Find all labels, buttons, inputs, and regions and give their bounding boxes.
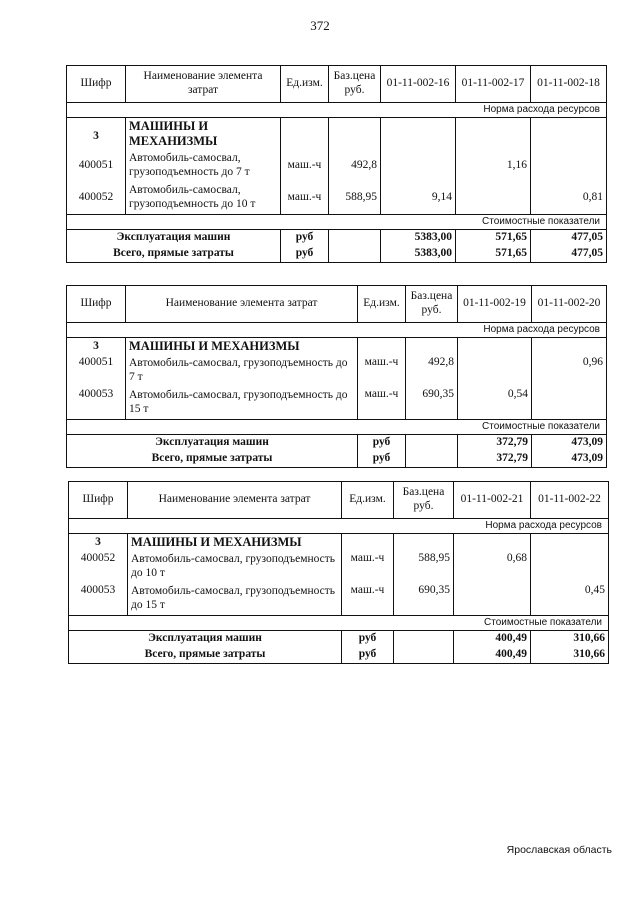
group-name: МАШИНЫ И МЕХАНИЗМЫ [126, 338, 358, 356]
row-code: 400051 [67, 150, 126, 182]
header-row [69, 482, 609, 519]
total-value: 400,49 [454, 647, 531, 663]
norm-section-row [67, 323, 607, 338]
row-price: 588,95 [329, 182, 381, 215]
row-name: Автомобиль-самосвал, грузоподъемность до 7 т [126, 150, 281, 182]
group-row [69, 534, 609, 552]
total-name: Всего, прямые затраты [69, 647, 342, 663]
row-price: 588,95 [394, 551, 454, 583]
header-column: 01-11-002-18 [531, 66, 607, 103]
header-name: Наименование элемента затрат [126, 66, 281, 103]
total-value: 310,66 [531, 647, 609, 663]
page-number: 372 [310, 18, 330, 33]
row-value [531, 150, 607, 182]
row-value: 1,16 [456, 150, 531, 182]
total-value: 571,65 [456, 230, 531, 246]
row-value: 0,96 [532, 355, 607, 387]
row-value [456, 182, 531, 215]
table-row [67, 182, 607, 215]
header-column: 01-11-002-19 [458, 286, 532, 323]
row-price: 690,35 [406, 387, 458, 420]
row-name: Автомобиль-самосвал, грузоподъемность до 15 т [126, 387, 358, 420]
total-value: 477,05 [531, 230, 607, 246]
row-value: 0,68 [454, 551, 531, 583]
header-name: Наименование элемента затрат [126, 286, 358, 323]
resource-table-1 [66, 65, 607, 263]
row-value [454, 583, 531, 616]
total-unit: руб [342, 631, 394, 647]
total-row [69, 631, 609, 647]
row-code: 400051 [67, 355, 126, 387]
row-code: 400053 [69, 583, 128, 616]
resource-table-2 [66, 285, 607, 468]
row-unit: маш.-ч [358, 355, 406, 387]
norm-label: Норма расхода ресурсов [69, 519, 609, 534]
row-value: 0,54 [458, 387, 532, 420]
header-column: 01-11-002-16 [381, 66, 456, 103]
row-value: 0,81 [531, 182, 607, 215]
total-unit: руб [358, 435, 406, 451]
header-row [67, 66, 607, 103]
group-name: МАШИНЫ И МЕХАНИЗМЫ [128, 534, 342, 552]
table-row [69, 583, 609, 616]
row-value [458, 355, 532, 387]
cost-label: Стоимостные показатели [67, 420, 607, 435]
header-code: Шифр [69, 482, 128, 519]
cost-section-row [67, 215, 607, 230]
row-code: 400053 [67, 387, 126, 420]
total-unit: руб [281, 246, 329, 262]
row-code: 400052 [69, 551, 128, 583]
header-row [67, 286, 607, 323]
total-row [69, 647, 609, 663]
total-row [67, 435, 607, 451]
group-row [67, 118, 607, 151]
region-footer: Ярославская область [506, 844, 612, 856]
total-row [67, 246, 607, 262]
total-row [67, 451, 607, 467]
header-code: Шифр [67, 286, 126, 323]
row-value: 9,14 [381, 182, 456, 215]
row-value [531, 551, 609, 583]
total-value: 310,66 [531, 631, 609, 647]
header-price: Баз.цена руб. [394, 482, 454, 519]
row-unit: маш.-ч [342, 583, 394, 616]
group-code: 3 [67, 338, 126, 356]
norm-section-row [67, 103, 607, 118]
resource-table-3 [68, 481, 609, 664]
total-value: 5383,00 [381, 246, 456, 262]
cost-label: Стоимостные показатели [69, 616, 609, 631]
table-row [67, 387, 607, 420]
group-code: 3 [69, 534, 128, 552]
total-name: Эксплуатация машин [69, 631, 342, 647]
norm-section-row [69, 519, 609, 534]
row-value [532, 387, 607, 420]
table-row [67, 355, 607, 387]
row-unit: маш.-ч [342, 551, 394, 583]
header-price: Баз.цена руб. [329, 66, 381, 103]
total-name: Всего, прямые затраты [67, 246, 281, 262]
total-unit: руб [358, 451, 406, 467]
header-unit: Ед.изм. [281, 66, 329, 103]
total-unit: руб [342, 647, 394, 663]
row-name: Автомобиль-самосвал, грузоподъемность до 10 т [128, 551, 342, 583]
total-unit: руб [281, 230, 329, 246]
table-row [69, 551, 609, 583]
norm-label: Норма расхода ресурсов [67, 103, 607, 118]
group-row [67, 338, 607, 356]
header-unit: Ед.изм. [358, 286, 406, 323]
total-value: 400,49 [454, 631, 531, 647]
group-name: МАШИНЫ И МЕХАНИЗМЫ [126, 118, 281, 151]
group-code: 3 [67, 118, 126, 151]
total-value: 5383,00 [381, 230, 456, 246]
row-name: Автомобиль-самосвал, грузоподъемность до 15 т [128, 583, 342, 616]
cost-section-row [67, 420, 607, 435]
row-code: 400052 [67, 182, 126, 215]
row-name: Автомобиль-самосвал, грузоподъемность до 7 т [126, 355, 358, 387]
total-value: 372,79 [458, 451, 532, 467]
total-name: Эксплуатация машин [67, 435, 358, 451]
header-unit: Ед.изм. [342, 482, 394, 519]
norm-label: Норма расхода ресурсов [67, 323, 607, 338]
cost-section-row [69, 616, 609, 631]
total-name: Всего, прямые затраты [67, 451, 358, 467]
header-column: 01-11-002-17 [456, 66, 531, 103]
row-price: 690,35 [394, 583, 454, 616]
total-value: 477,05 [531, 246, 607, 262]
row-price: 492,8 [406, 355, 458, 387]
total-value: 571,65 [456, 246, 531, 262]
row-name: Автомобиль-самосвал, грузоподъемность до 10 т [126, 182, 281, 215]
header-price: Баз.цена руб. [406, 286, 458, 323]
total-row [67, 230, 607, 246]
header-code: Шифр [67, 66, 126, 103]
header-column: 01-11-002-22 [531, 482, 609, 519]
cost-label: Стоимостные показатели [67, 215, 607, 230]
total-value: 473,09 [532, 451, 607, 467]
row-unit: маш.-ч [281, 150, 329, 182]
row-unit: маш.-ч [358, 387, 406, 420]
total-value: 473,09 [532, 435, 607, 451]
header-column: 01-11-002-21 [454, 482, 531, 519]
table-row [67, 150, 607, 182]
row-unit: маш.-ч [281, 182, 329, 215]
row-value: 0,45 [531, 583, 609, 616]
header-column: 01-11-002-20 [532, 286, 607, 323]
row-value [381, 150, 456, 182]
row-price: 492,8 [329, 150, 381, 182]
header-name: Наименование элемента затрат [128, 482, 342, 519]
total-value: 372,79 [458, 435, 532, 451]
total-name: Эксплуатация машин [67, 230, 281, 246]
